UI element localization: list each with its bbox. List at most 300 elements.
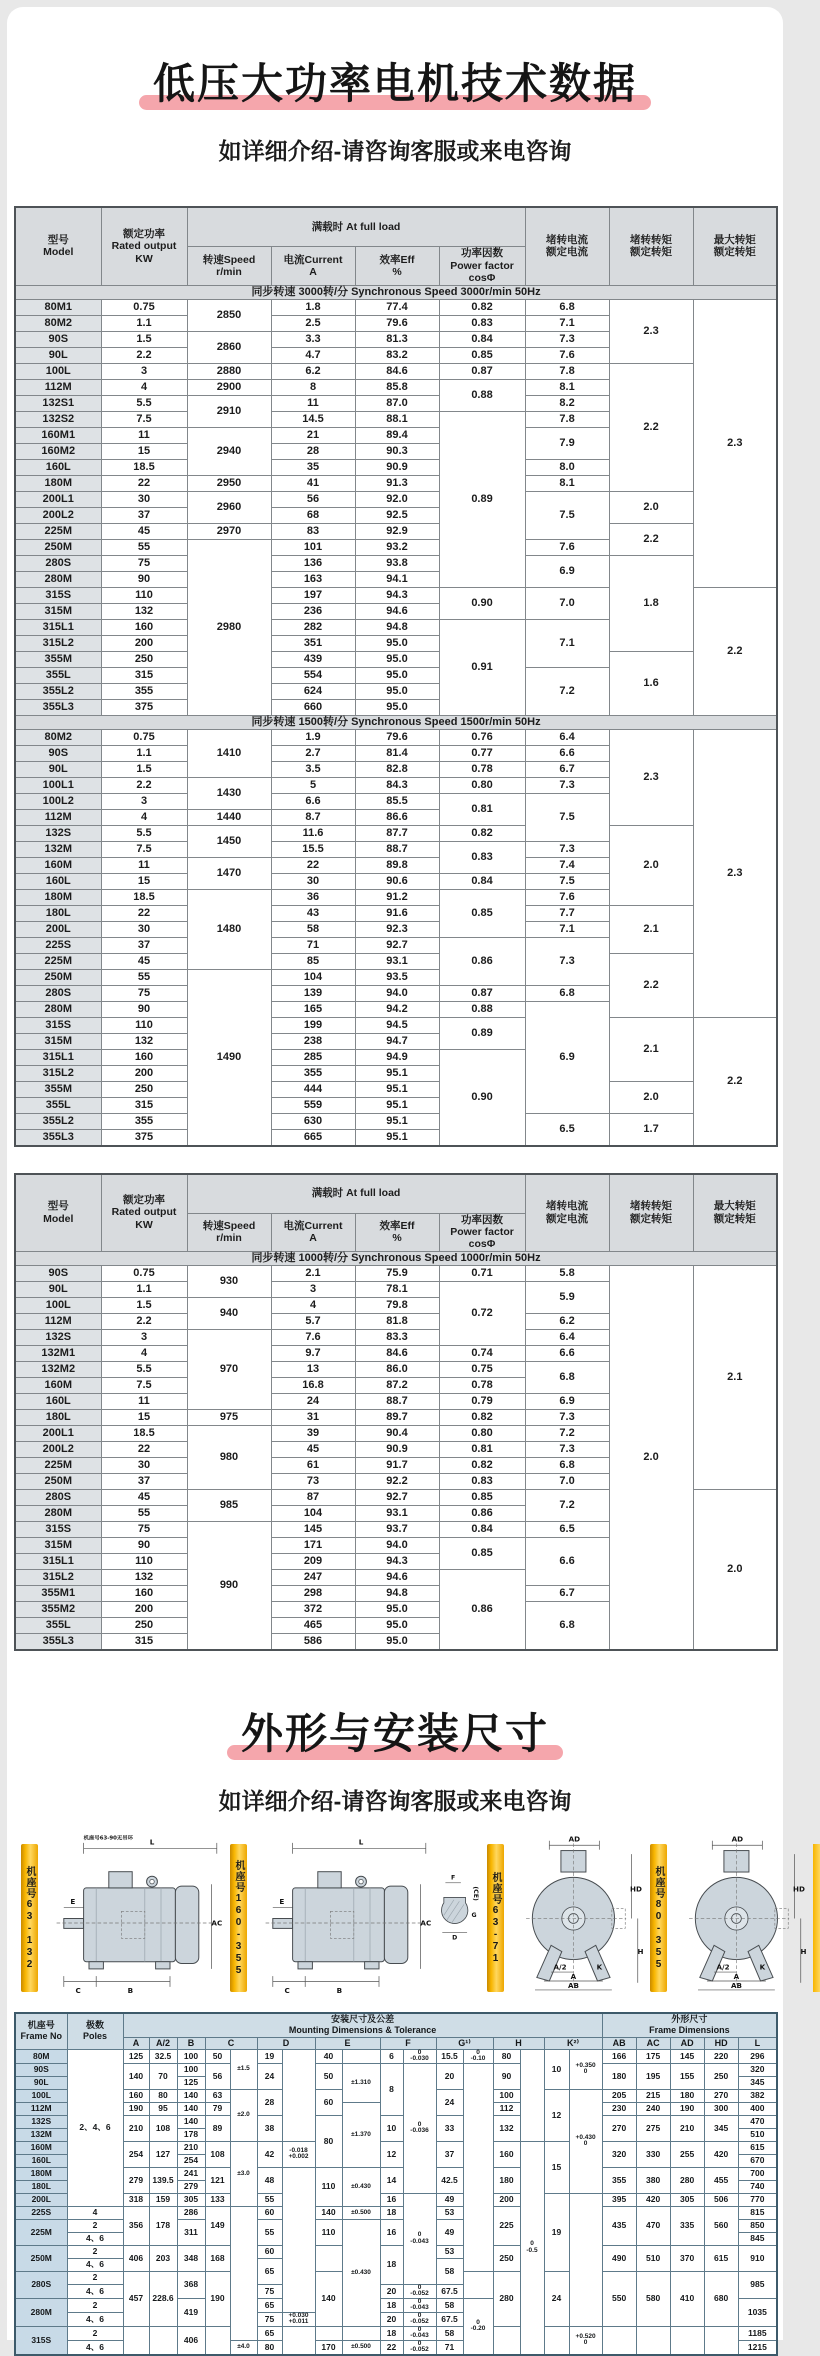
data-cell: 6.5 xyxy=(525,1521,609,1537)
data-cell: 79.8 xyxy=(355,1297,439,1313)
data-cell: 400 xyxy=(738,2102,777,2115)
data-cell: 94.8 xyxy=(355,619,439,635)
data-cell: 7.3 xyxy=(525,1409,609,1425)
data-cell: 2.2 xyxy=(609,953,693,1017)
data-cell: 15 xyxy=(101,873,187,889)
data-cell: 48 xyxy=(257,2167,282,2193)
dim-B-label: B xyxy=(127,1986,134,1996)
header-cell: C xyxy=(205,2037,257,2049)
data-cell: 87.7 xyxy=(355,825,439,841)
header-cell: 额定功率 Rated output KW xyxy=(101,207,187,285)
data-cell: 0.79 xyxy=(439,1393,525,1409)
data-cell: 8 xyxy=(271,379,355,395)
data-cell: 22 xyxy=(101,905,187,921)
data-cell: 2 xyxy=(67,2298,123,2312)
header-cell: 外形尺寸 Frame Dimensions xyxy=(602,2013,777,2037)
data-cell: 355M2 xyxy=(15,1601,101,1617)
data-cell: 100 xyxy=(177,2063,205,2076)
data-cell: 95.0 xyxy=(355,635,439,651)
data-cell: 4 xyxy=(101,1345,187,1361)
data-cell: 2980 xyxy=(187,539,271,715)
data-cell: 95.0 xyxy=(355,683,439,699)
data-cell xyxy=(520,2049,544,2141)
data-cell: 439 xyxy=(271,651,355,667)
table-row xyxy=(15,2206,777,2219)
data-cell: 0.82 xyxy=(439,825,525,841)
data-cell: 132M xyxy=(15,841,101,857)
no-eyebolt-note: 机座号63-90无吊环 xyxy=(83,1835,134,1842)
data-cell: 6.4 xyxy=(525,1329,609,1345)
data-cell: 8.1 xyxy=(525,475,609,491)
data-cell xyxy=(636,2326,670,2355)
data-cell: 990 xyxy=(187,1521,271,1650)
data-cell: 1440 xyxy=(187,809,271,825)
data-cell xyxy=(315,2245,342,2271)
table-row xyxy=(15,953,777,969)
data-cell: 171 xyxy=(271,1537,355,1553)
data-cell: ±0.430 xyxy=(342,2219,380,2326)
data-cell: 236 xyxy=(271,603,355,619)
data-cell: ±0.430 xyxy=(342,2167,380,2206)
table-row xyxy=(15,555,777,571)
data-cell: 8.2 xyxy=(525,395,609,411)
data-cell: 90S xyxy=(15,2063,67,2076)
data-cell: 112M xyxy=(15,809,101,825)
dim-A-label: A xyxy=(570,1972,577,1982)
data-cell: 132 xyxy=(493,2115,520,2141)
data-cell: 11 xyxy=(101,857,187,873)
data-cell: 24 xyxy=(257,2063,282,2089)
data-cell: 80M2 xyxy=(15,729,101,745)
data-cell: 355 xyxy=(271,1065,355,1081)
data-cell: 160 xyxy=(493,2141,520,2167)
data-cell: 89.7 xyxy=(355,1409,439,1425)
data-cell: 108 xyxy=(205,2141,230,2167)
data-cell: 7.5 xyxy=(101,1377,187,1393)
data-cell xyxy=(670,2326,704,2355)
data-cell: 7.3 xyxy=(525,331,609,347)
data-cell: 315S xyxy=(15,587,101,603)
dimension-table xyxy=(14,2012,776,2356)
data-cell: 2950 xyxy=(187,475,271,491)
dim-F-label: F xyxy=(451,1874,456,1882)
data-cell: 87.0 xyxy=(355,395,439,411)
header-cell: 安装尺寸及公差 Mounting Dimensions & Tolerance xyxy=(123,2013,602,2037)
data-cell: 95.0 xyxy=(355,1601,439,1617)
data-cell: 6.8 xyxy=(525,1361,609,1393)
header-cell: 最大转矩 额定转矩 xyxy=(693,1174,777,1252)
data-cell: 280 xyxy=(493,2271,520,2326)
data-cell: 0 -0.030 xyxy=(403,2049,436,2063)
data-cell: 315L2 xyxy=(15,635,101,651)
data-cell: 279 xyxy=(123,2167,149,2193)
data-cell: 95.0 xyxy=(355,651,439,667)
data-cell: 11 xyxy=(271,395,355,411)
data-cell: 121 xyxy=(205,2167,230,2193)
data-cell: 90.6 xyxy=(355,873,439,889)
data-cell: 470 xyxy=(636,2206,670,2245)
data-cell: 95.0 xyxy=(355,1633,439,1650)
data-cell: 7.3 xyxy=(525,1441,609,1457)
data-cell: 170 xyxy=(315,2340,342,2355)
data-cell: 38 xyxy=(257,2115,282,2141)
data-cell: 75 xyxy=(257,2284,282,2298)
end-view-panel-63-71 xyxy=(510,1832,644,2001)
data-cell: 190 xyxy=(205,2271,230,2326)
data-cell: 0.82 xyxy=(439,1457,525,1473)
data-cell xyxy=(230,2206,257,2340)
data-cell: 368 xyxy=(177,2271,205,2298)
data-cell: 7.9 xyxy=(525,427,609,459)
data-cell: 2940 xyxy=(187,427,271,475)
data-cell: 83.2 xyxy=(355,347,439,363)
header-cell: 最大转矩 额定转矩 xyxy=(693,207,777,285)
header-cell: A xyxy=(123,2037,149,2049)
frame-banner-4 xyxy=(650,1844,667,1992)
data-cell: 56 xyxy=(205,2063,230,2089)
header-cell: AB xyxy=(602,2037,636,2049)
data-cell: 53 xyxy=(436,2206,463,2219)
data-cell: 132 xyxy=(101,603,187,619)
table-row xyxy=(15,363,777,379)
data-cell: 5.9 xyxy=(525,1281,609,1313)
data-cell: 0 -0.5 xyxy=(520,2141,544,2355)
data-cell xyxy=(282,2326,315,2355)
data-cell: 315L2 xyxy=(15,1065,101,1081)
data-cell: 4.7 xyxy=(271,347,355,363)
data-cell: 985 xyxy=(738,2271,777,2298)
data-cell: 4、6 xyxy=(67,2312,123,2326)
dim-D-label: D xyxy=(452,1934,458,1942)
data-cell: 55 xyxy=(101,969,187,985)
data-cell: 190 xyxy=(123,2102,149,2115)
data-cell: 2.2 xyxy=(101,777,187,793)
data-cell: 140 xyxy=(177,2102,205,2115)
data-cell: 92.2 xyxy=(355,1473,439,1489)
header-cell: E xyxy=(315,2037,380,2049)
data-cell: 8.1 xyxy=(525,379,609,395)
data-cell: 250 xyxy=(101,1081,187,1097)
data-cell xyxy=(123,2326,149,2355)
data-cell: 1.5 xyxy=(101,761,187,777)
data-cell: 89.8 xyxy=(355,857,439,873)
data-cell: 6.9 xyxy=(525,1001,609,1113)
data-cell: 270 xyxy=(704,2089,738,2102)
data-cell: 10 xyxy=(380,2115,403,2141)
data-cell: 2850 xyxy=(187,299,271,331)
data-cell: 90L xyxy=(15,761,101,777)
data-cell: 1.1 xyxy=(101,745,187,761)
data-cell: 375 xyxy=(101,1129,187,1146)
data-cell: 2.2 xyxy=(693,1017,777,1146)
data-cell: 6.5 xyxy=(525,1113,609,1146)
data-cell: 0.74 xyxy=(439,1345,525,1361)
data-cell: 6.7 xyxy=(525,761,609,777)
data-cell: 73 xyxy=(271,1473,355,1489)
data-cell: 195 xyxy=(636,2063,670,2089)
data-cell: 1.8 xyxy=(271,299,355,315)
data-cell: 45 xyxy=(101,1489,187,1505)
data-cell xyxy=(493,2326,520,2355)
data-cell: 8.0 xyxy=(525,459,609,475)
data-cell: 15 xyxy=(101,443,187,459)
data-cell: 31 xyxy=(271,1409,355,1425)
data-cell: 355M xyxy=(15,1081,101,1097)
data-cell: 80M2 xyxy=(15,315,101,331)
data-cell: 0.89 xyxy=(439,411,525,587)
data-cell: 83.3 xyxy=(355,1329,439,1345)
data-cell: 94.5 xyxy=(355,1017,439,1033)
data-cell: 58 xyxy=(436,2298,463,2312)
data-cell: 94.9 xyxy=(355,1049,439,1065)
data-cell: 4、6 xyxy=(67,2232,123,2245)
data-cell: 92.7 xyxy=(355,1489,439,1505)
data-cell: 457 xyxy=(123,2271,149,2326)
data-cell: 104 xyxy=(271,1505,355,1521)
data-cell: 79.6 xyxy=(355,729,439,745)
data-cell: 16 xyxy=(380,2193,403,2206)
data-cell: 79.6 xyxy=(355,315,439,331)
data-cell: 100L2 xyxy=(15,793,101,809)
dim-G-label: G xyxy=(471,1911,477,1919)
data-cell: 28 xyxy=(257,2089,282,2115)
data-cell: 90L xyxy=(15,347,101,363)
data-cell: 178 xyxy=(149,2206,177,2245)
frame-banner-2 xyxy=(230,1844,247,1992)
shaft-cross-section-drawing xyxy=(433,1866,481,1946)
data-cell: 28 xyxy=(271,443,355,459)
data-cell: 7.1 xyxy=(525,921,609,937)
data-cell: 335 xyxy=(670,2206,704,2245)
data-cell xyxy=(149,2326,177,2355)
data-cell: 225M xyxy=(15,953,101,969)
header-cell: A/2 xyxy=(149,2037,177,2049)
data-cell: 6.4 xyxy=(525,729,609,745)
data-cell: 0.85 xyxy=(439,889,525,937)
data-cell: 1410 xyxy=(187,729,271,777)
data-cell: 0.80 xyxy=(439,777,525,793)
data-cell: 7.6 xyxy=(525,889,609,905)
data-cell: 100 xyxy=(177,2049,205,2063)
data-cell: 770 xyxy=(738,2193,777,2206)
data-cell: 0.76 xyxy=(439,729,525,745)
data-cell: 665 xyxy=(271,1129,355,1146)
data-cell: 165 xyxy=(271,1001,355,1017)
data-cell: 910 xyxy=(738,2245,777,2271)
data-cell: 30 xyxy=(101,1457,187,1473)
data-cell: 7.5 xyxy=(525,873,609,889)
data-cell: 180L xyxy=(15,2180,67,2193)
data-cell: 250 xyxy=(493,2245,520,2271)
data-cell: 55 xyxy=(101,1505,187,1521)
header-cell: 转速Speed r/min xyxy=(187,1213,271,1251)
data-cell: 0.86 xyxy=(439,1569,525,1650)
data-cell: 6 xyxy=(380,2049,403,2063)
table-row xyxy=(15,299,777,315)
data-cell: 280S xyxy=(15,985,101,1001)
data-cell: 740 xyxy=(738,2180,777,2193)
dim-AC-label: AC xyxy=(211,1918,223,1928)
data-cell: 7.1 xyxy=(525,315,609,331)
data-cell: 0.72 xyxy=(439,1281,525,1345)
edge-strip xyxy=(813,1844,820,1992)
data-cell: +0.430 0 xyxy=(569,2089,602,2193)
data-cell: 94.3 xyxy=(355,1553,439,1569)
data-cell: 160 xyxy=(101,1585,187,1601)
data-cell: +0.030 +0.011 xyxy=(282,2312,315,2326)
data-cell: 815 xyxy=(738,2206,777,2219)
data-cell: 0.84 xyxy=(439,1521,525,1537)
data-cell: 228.6 xyxy=(149,2271,177,2326)
data-cell: 0.90 xyxy=(439,587,525,619)
data-cell: 112M xyxy=(15,2102,67,2115)
table-row xyxy=(15,729,777,745)
data-cell: 6.8 xyxy=(525,1457,609,1473)
dim-H-label: H xyxy=(637,1947,644,1957)
data-cell: 132M2 xyxy=(15,1361,101,1377)
data-cell: +0.350 0 xyxy=(569,2049,602,2089)
data-cell: 254 xyxy=(123,2141,149,2167)
data-cell: 160M xyxy=(15,857,101,873)
data-cell: 2.3 xyxy=(693,299,777,587)
data-cell: 225M xyxy=(15,1457,101,1473)
table-row xyxy=(15,2141,777,2154)
data-cell: 90 xyxy=(101,1537,187,1553)
dim-AB-label: AB xyxy=(567,1981,579,1991)
data-cell: 2 xyxy=(67,2219,123,2232)
header-cell: 堵转电流 额定电流 xyxy=(525,207,609,285)
data-cell: 355L xyxy=(15,667,101,683)
data-cell: 95.1 xyxy=(355,1129,439,1146)
data-cell: -0.018 +0.002 xyxy=(282,2141,315,2167)
data-cell: 75 xyxy=(101,985,187,1001)
data-cell: 0.83 xyxy=(439,841,525,873)
data-cell: 275 xyxy=(636,2115,670,2141)
data-cell: 160L xyxy=(15,459,101,475)
data-cell: 95.1 xyxy=(355,1113,439,1129)
data-cell: 6.2 xyxy=(525,1313,609,1329)
end-view-panel-80-355 xyxy=(673,1832,807,2001)
data-cell: 22 xyxy=(380,2340,403,2355)
data-cell: 0.71 xyxy=(439,1265,525,1281)
data-cell: 2.0 xyxy=(609,491,693,523)
data-cell: 90.9 xyxy=(355,1441,439,1457)
table-row xyxy=(15,2063,777,2076)
data-cell: 70 xyxy=(149,2063,177,2089)
data-cell: 18 xyxy=(380,2326,403,2340)
data-cell: 125 xyxy=(123,2049,149,2063)
table-row xyxy=(15,491,777,507)
data-cell: 155 xyxy=(670,2063,704,2089)
table-row xyxy=(15,715,777,729)
data-cell: 7.8 xyxy=(525,411,609,427)
data-cell: 88.7 xyxy=(355,841,439,857)
data-cell: 30 xyxy=(101,491,187,507)
data-cell: 86.0 xyxy=(355,1361,439,1377)
data-cell: 311 xyxy=(177,2219,205,2245)
header-cell: 极数 Poles xyxy=(67,2013,123,2049)
data-cell: 255 xyxy=(670,2141,704,2167)
data-cell: 250 xyxy=(101,1617,187,1633)
data-cell: 20 xyxy=(380,2284,403,2298)
data-cell: ±1.5 xyxy=(230,2049,257,2089)
data-cell: 200L xyxy=(15,2193,67,2206)
data-cell: 90L xyxy=(15,1281,101,1297)
data-cell: 180M xyxy=(15,2167,67,2180)
data-cell: 200L1 xyxy=(15,1425,101,1441)
data-cell: 1.7 xyxy=(609,1113,693,1146)
data-cell: 90.9 xyxy=(355,459,439,475)
data-cell: 100L xyxy=(15,363,101,379)
data-cell: 132M1 xyxy=(15,1345,101,1361)
data-cell: 90.3 xyxy=(355,443,439,459)
data-cell: 554 xyxy=(271,667,355,683)
data-cell: 92.3 xyxy=(355,921,439,937)
data-cell: 0.84 xyxy=(439,331,525,347)
data-cell: 345 xyxy=(704,2115,738,2141)
data-cell: 139.5 xyxy=(149,2167,177,2193)
data-cell: 1.6 xyxy=(609,651,693,715)
data-cell: 355M1 xyxy=(15,1585,101,1601)
data-cell: 78.1 xyxy=(355,1281,439,1297)
data-cell: 1.1 xyxy=(101,1281,187,1297)
data-cell: 132M xyxy=(15,2128,67,2141)
data-cell: 82.8 xyxy=(355,761,439,777)
data-cell: 93.5 xyxy=(355,969,439,985)
data-cell: 15.5 xyxy=(436,2049,463,2063)
data-cell: 132S1 xyxy=(15,395,101,411)
data-cell: 680 xyxy=(704,2271,738,2326)
dim-L-label: L xyxy=(358,1837,364,1847)
table-row xyxy=(15,2013,777,2037)
data-cell: 3 xyxy=(101,1329,187,1345)
data-cell: 14.5 xyxy=(271,411,355,427)
data-cell: 87.2 xyxy=(355,1377,439,1393)
data-cell: 160 xyxy=(101,1049,187,1065)
data-cell: 315L1 xyxy=(15,1553,101,1569)
data-cell: 985 xyxy=(187,1489,271,1521)
data-cell: 30 xyxy=(271,873,355,889)
data-cell xyxy=(315,2326,342,2340)
data-cell: 247 xyxy=(271,1569,355,1585)
motor-end-view-drawing xyxy=(673,1832,807,1996)
frame-banner-1 xyxy=(21,1844,38,1992)
data-cell: 197 xyxy=(271,587,355,603)
data-cell: 305 xyxy=(177,2193,205,2206)
data-cell: 315 xyxy=(101,667,187,683)
data-cell: 95.0 xyxy=(355,699,439,715)
data-cell: 200L2 xyxy=(15,1441,101,1457)
data-cell: 22 xyxy=(101,1441,187,1457)
data-cell: 6.8 xyxy=(525,1601,609,1650)
data-cell: 7.6 xyxy=(525,347,609,363)
table-row xyxy=(15,1017,777,1033)
data-cell: 455 xyxy=(704,2167,738,2193)
data-cell: 180L xyxy=(15,905,101,921)
data-cell: 93.1 xyxy=(355,1505,439,1521)
data-cell: +0.520 0 xyxy=(569,2326,602,2355)
data-cell: 75 xyxy=(101,1521,187,1537)
data-cell: 168 xyxy=(205,2245,230,2271)
data-cell: 250M xyxy=(15,539,101,555)
header-cell: AC xyxy=(636,2037,670,2049)
data-cell: 37 xyxy=(436,2141,463,2167)
dim-C-label: C xyxy=(75,1986,81,1996)
data-cell: 382 xyxy=(738,2089,777,2102)
title-block-2 xyxy=(14,1709,776,1816)
data-cell: 200L2 xyxy=(15,507,101,523)
data-cell: 60 xyxy=(257,2206,282,2219)
